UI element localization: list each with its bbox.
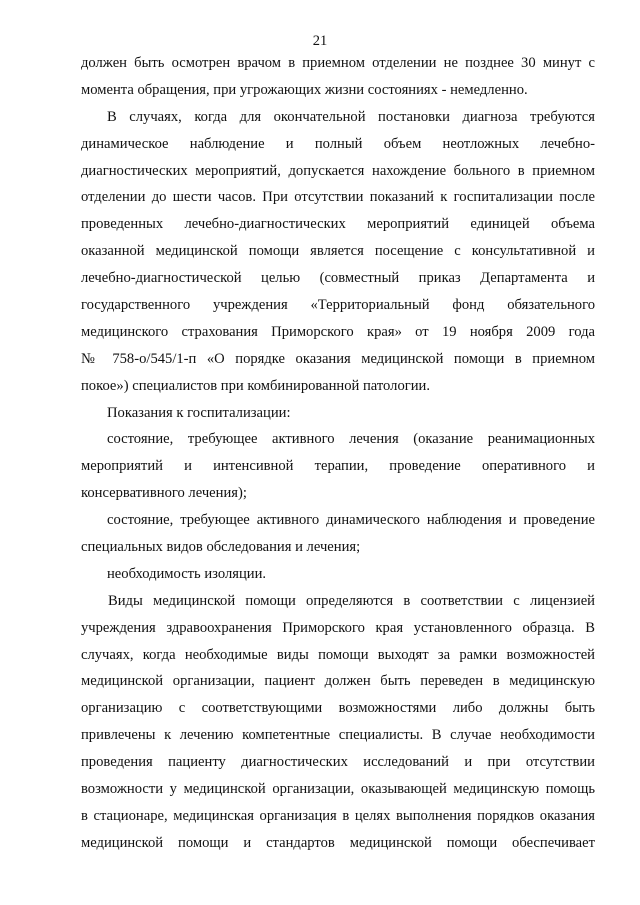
text-line: привлечены к лечению компетентные специалисты. В случае необходимости (81, 727, 595, 744)
text-line: учреждения здравоохранения Приморского края установленного образца. В (81, 619, 595, 636)
text-line: в стационаре, медицинская организация в целях выполнения порядков оказания (81, 807, 595, 824)
text-line: состояние, требующее активного лечения (оказание реанимационных (107, 431, 595, 448)
text-line: случаях, когда необходимые виды помощи выходят за рамки возможностей (81, 646, 595, 663)
document-body (81, 50, 595, 857)
text-line: мероприятий и интенсивной терапии, проведение оперативного и (81, 458, 595, 475)
text-line: отделении до шести часов. При отсутствии показаний к госпитализации после (81, 189, 595, 206)
text-line: специальных видов обследования и лечения; (81, 539, 361, 556)
paragraph-continuation (81, 50, 595, 104)
text-line: возможности у медицинской организации, оказывающей медицинскую помощь (81, 781, 595, 798)
text-line: Виды медицинской помощи определяются в соответствии с лицензией (108, 592, 595, 609)
text-line: момента обращения, при угрожающих жизни состояниях - немедленно. (81, 81, 528, 98)
text-line: динамическое наблюдение и полный объем неотложных лечебно- (81, 135, 595, 152)
text-line: лечебно-диагностической целью (совместный приказ Департамента и (81, 270, 595, 287)
page-number: 21 (312, 33, 328, 49)
text-line: диагностических мероприятий, допускается нахождение больного в приемном (81, 162, 595, 179)
paragraph-indication-observation (81, 507, 595, 561)
text-line: организацию с соответствующими возможностями либо должны быть (81, 700, 595, 717)
text-line: медицинского страхования Приморского края» от 19 ноября 2009 года (81, 323, 595, 340)
text-line: должен быть осмотрен врачом в приемном отделении не позднее 30 минут с (81, 55, 595, 71)
text-line: медицинской помощи и стандартов медицинской помощи обеспечивает (81, 834, 595, 851)
text-line: государственного учреждения «Территориальный фонд обязательного (81, 297, 595, 314)
text-line: проведенных лечебно-диагностических мероприятий единицей объема (81, 216, 595, 233)
paragraph-hospitalization-heading (81, 400, 595, 427)
text-line: консервативного лечения); (81, 485, 247, 502)
text-line: покое») специалистов при комбинированной патологии. (81, 377, 430, 394)
text-line: проведения пациенту диагностических исследований и при отсутствии (81, 754, 595, 771)
text-line: Показания к госпитализации: (107, 404, 291, 421)
paragraph-indication-treatment (81, 426, 595, 507)
paragraph-indication-isolation (81, 561, 595, 588)
paragraph-medical-care-types (81, 588, 595, 857)
text-line: медицинской организации, пациент должен быть переведен в медицинскую (81, 673, 595, 690)
text-line: необходимость изоляции. (107, 565, 267, 582)
text-line: оказанной медицинской помощи является посещение с консультативной и (81, 243, 595, 260)
text-line: состояние, требующее активного динамического наблюдения и проведение (107, 512, 595, 529)
paragraph-observation (81, 104, 595, 400)
text-line: В случаях, когда для окончательной постановки диагноза требуются (107, 108, 595, 125)
text-line: № 758-о/545/1-п «О порядке оказания медицинской помощи в приемном (81, 350, 595, 367)
